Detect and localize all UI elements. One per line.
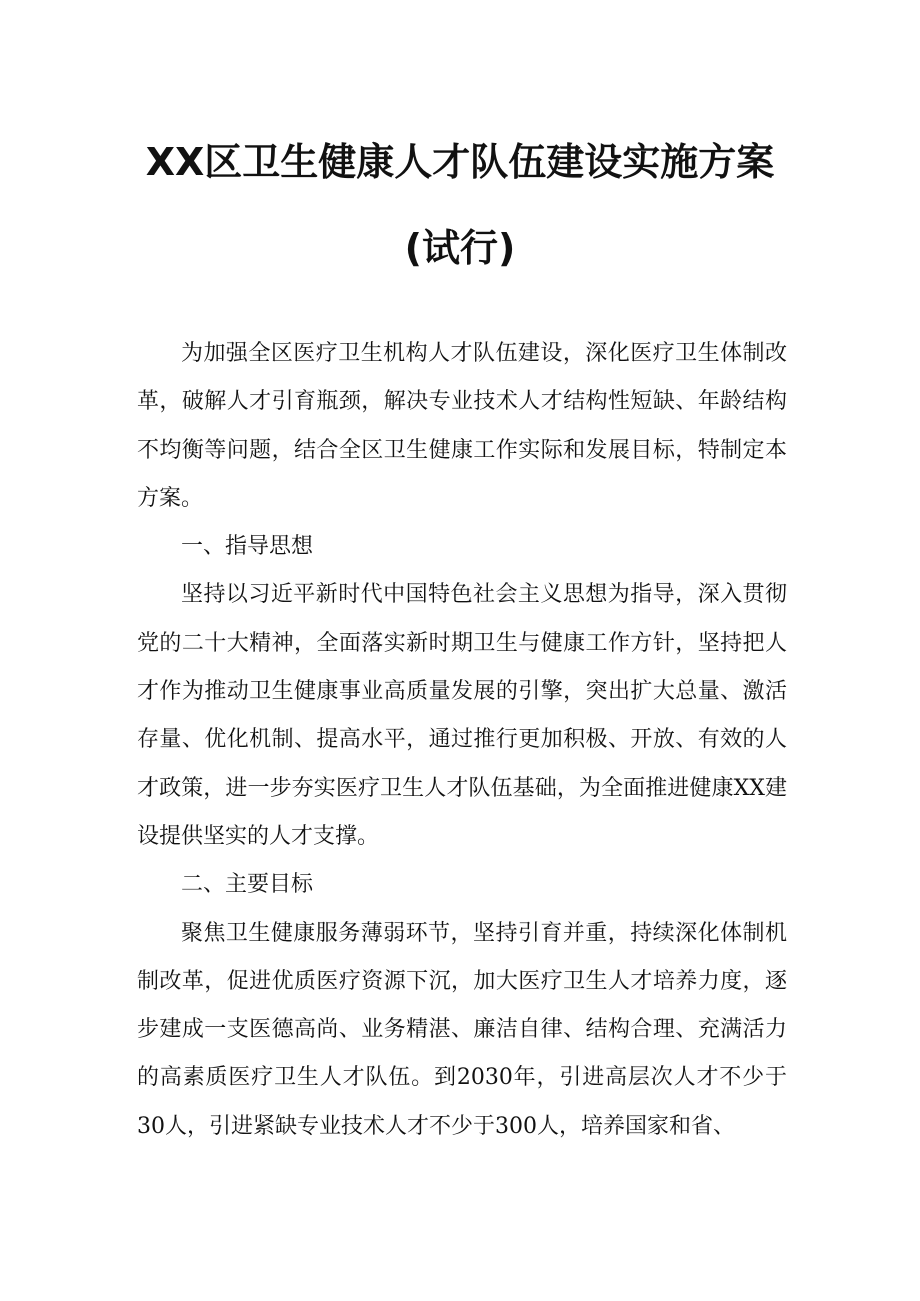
- section-heading: 一、指导思想: [181, 534, 314, 560]
- document-title: XX区卫生健康人才队伍建设实施方案: [145, 140, 775, 184]
- intro-paragraph: 为加强全区医疗卫生机构人才队伍建设，深化医疗卫生体制改革，破解人才引育瓶颈，解决专业技术人才结构性短缺、年龄结构不均衡等问题，结合全区卫生健康工作实际和发展目标，特制定本方案。: [137, 341, 787, 511]
- document-subtitle: (试行): [404, 226, 516, 270]
- section-paragraph: 坚持以习近平新时代中国特色社会主义思想为指导，深入贯彻党的二十大精神，全面落实新时期卫生与健康工作方针，坚持把人才作为推动卫生健康事业高质量发展的引擎，突出扩大总量、激活存量、优化机制、提高水平，通过推行更加积极、开放、有效的人才政策，进一步夯实医疗卫生人才队伍基础，为全面推进健康XX建设提供坚实的人才支撑。: [137, 582, 787, 849]
- section-heading: 二、主要目标: [181, 872, 314, 898]
- document-body: [137, 330, 787, 1151]
- section-paragraph: 聚焦卫生健康服务薄弱环节，坚持引育并重，持续深化体制机制改革，促进优质医疗资源下沉，加大医疗卫生人才培养力度，逐步建成一支医德高尚、业务精湛、廉洁自律、结构合理、充满活力的高素质医疗卫生人才队伍。到2030年，引进高层次人才不少于30人，引进紧缺专业技术人才不少于300人，培养国家和省、: [137, 920, 787, 1139]
